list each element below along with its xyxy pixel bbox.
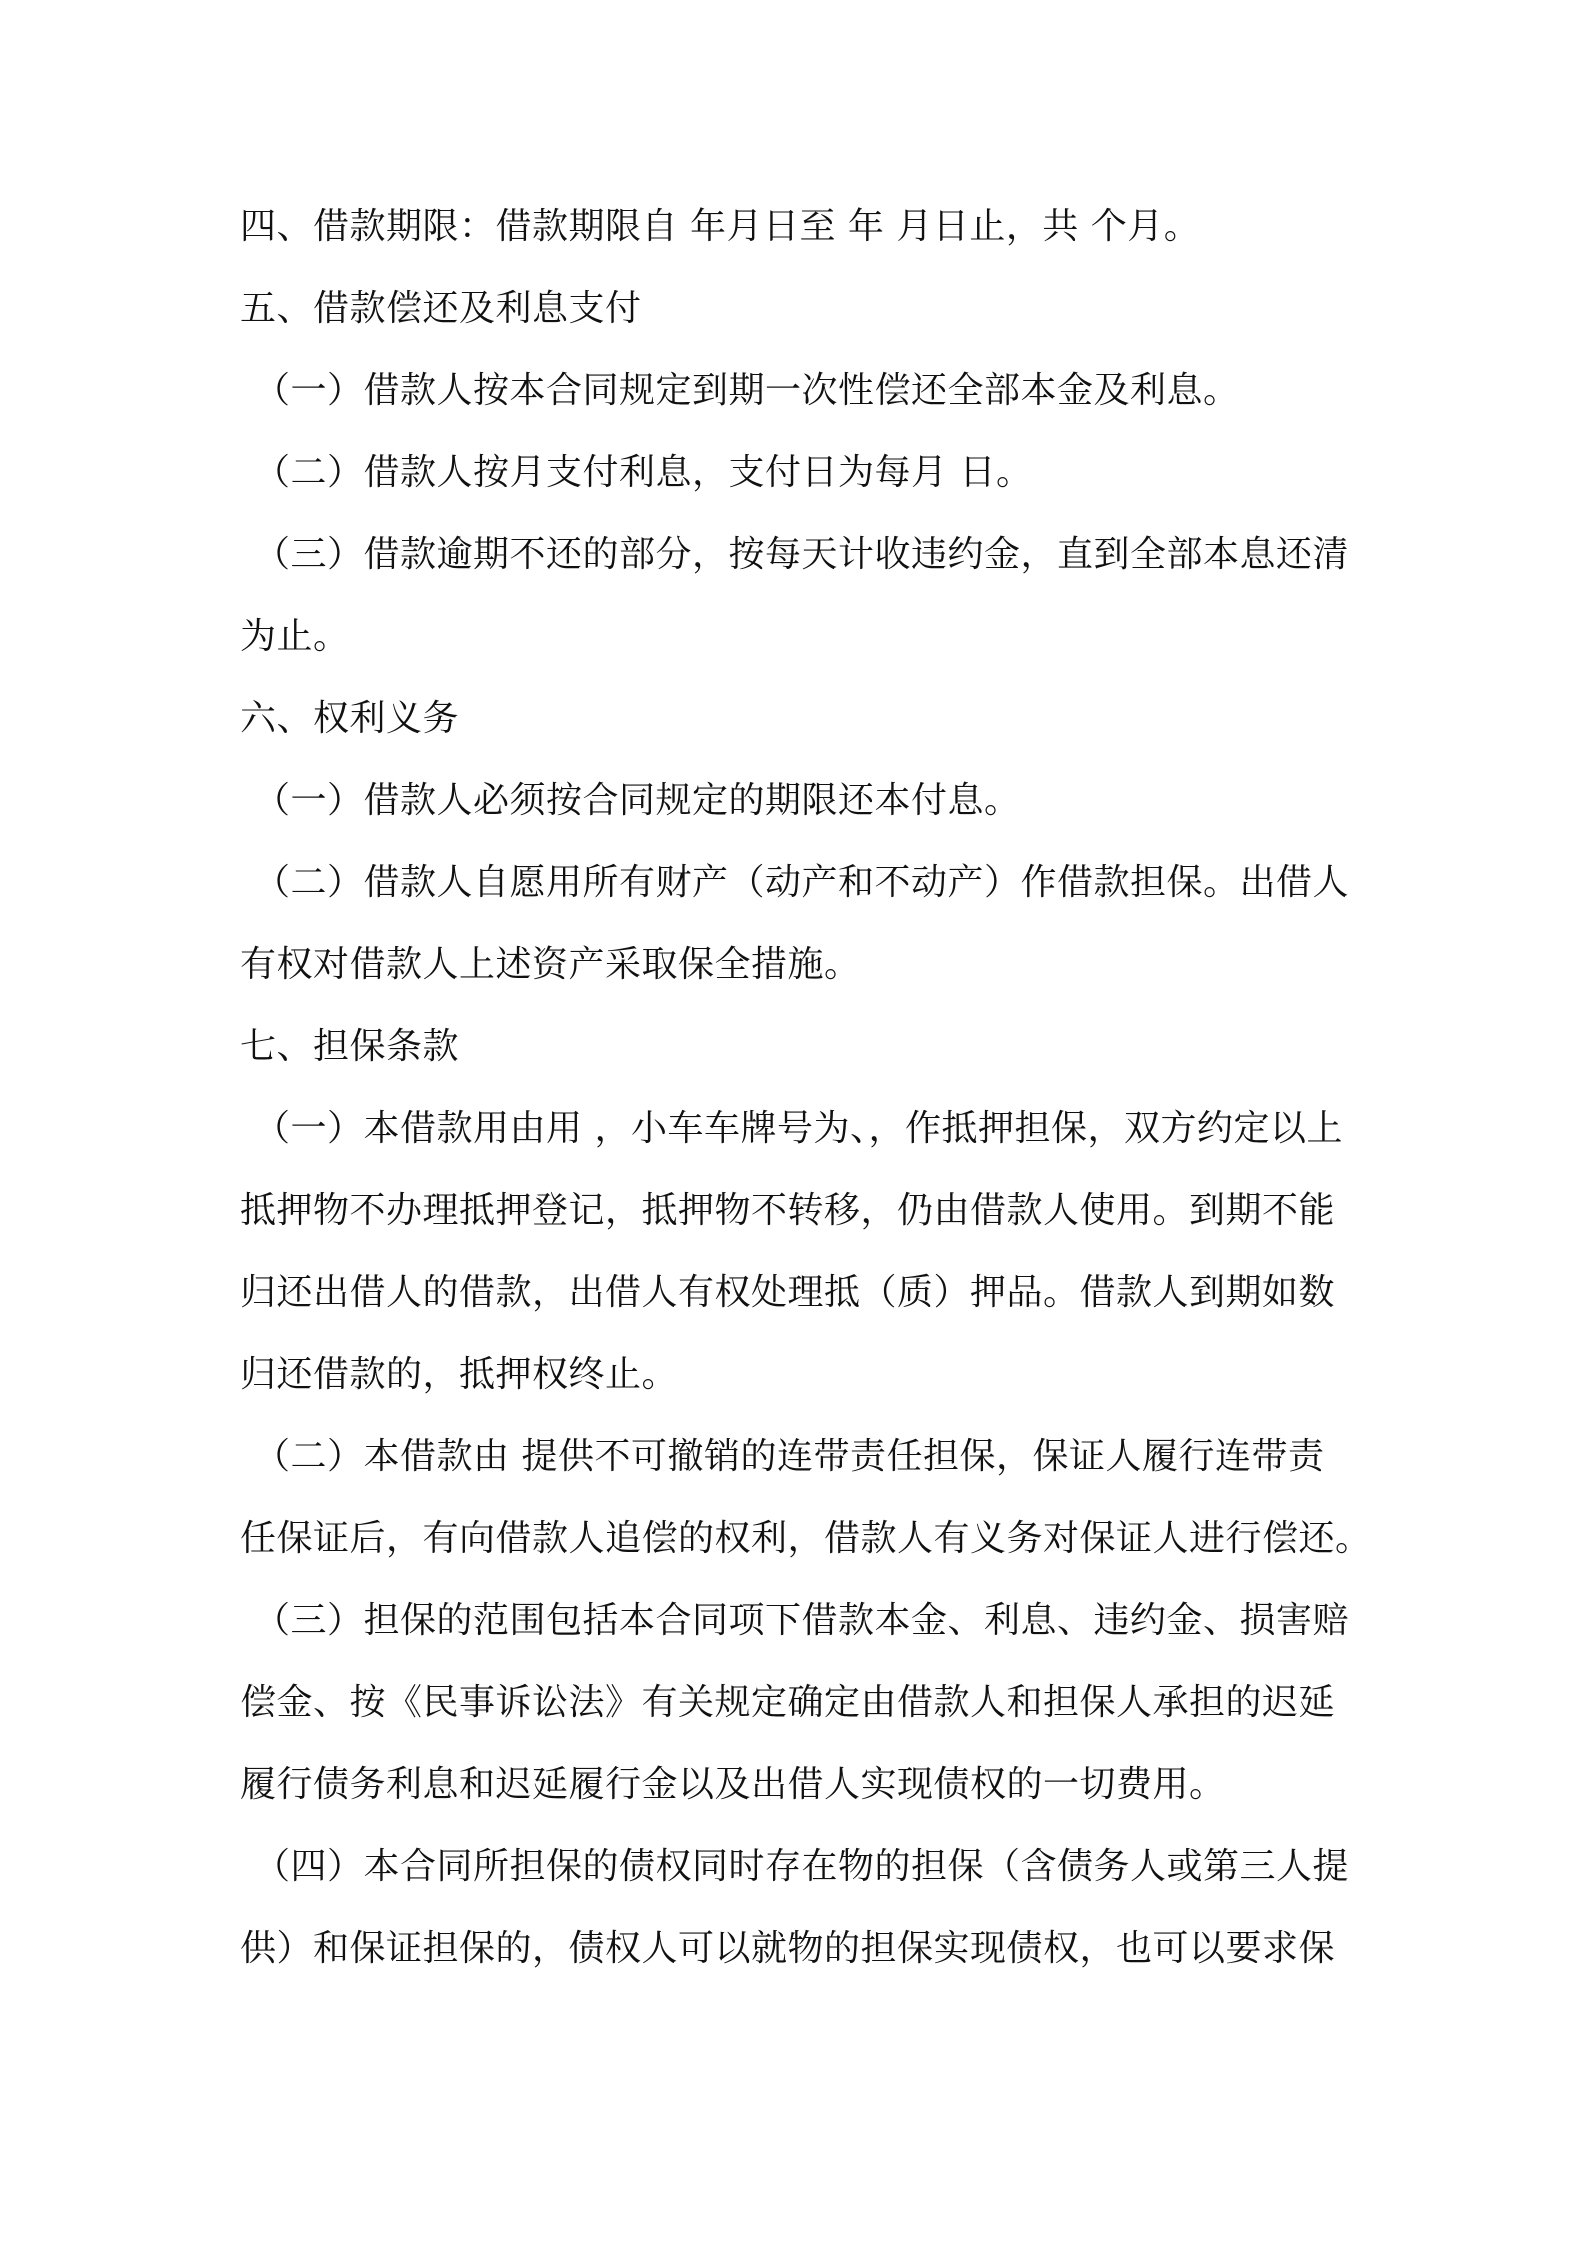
section-7-item-3-line-3: 履行债务利息和迟延履行金以及出借人实现债权的一切费用。 bbox=[240, 1764, 1226, 1805]
section-4-loan-term: 四、借款期限：借款期限自 年月日至 年 月日止，共 个月。 bbox=[240, 206, 1201, 247]
section-7-heading: 七、担保条款 bbox=[240, 1026, 460, 1067]
section-6-item-1: （一）借款人必须按合同规定的期限还本付息。 bbox=[254, 780, 1021, 821]
section-6-item-2-line-1: （二）借款人自愿用所有财产（动产和不动产）作借款担保。出借人 bbox=[254, 862, 1350, 903]
section-7-item-1-line-3: 归还出借人的借款，出借人有权处理抵（质）押品。借款人到期如数 bbox=[240, 1272, 1336, 1313]
section-7-item-1-line-4: 归还借款的，抵押权终止。 bbox=[240, 1354, 679, 1395]
section-5-item-2: （二）借款人按月支付利息，支付日为每月 日。 bbox=[254, 452, 1033, 493]
section-7-item-1-line-2: 抵押物不办理抵押登记，抵押物不转移，仍由借款人使用。到期不能 bbox=[240, 1190, 1336, 1231]
section-5-item-3-line-1: （三）借款逾期不还的部分，按每天计收违约金，直到全部本息还清 bbox=[254, 534, 1350, 575]
section-5-item-1: （一）借款人按本合同规定到期一次性偿还全部本金及利息。 bbox=[254, 370, 1240, 411]
section-6-heading: 六、权利义务 bbox=[240, 698, 460, 739]
section-7-item-1-line-1: （一）本借款用由用 ，小车车牌号为、，作抵押担保，双方约定以上 bbox=[254, 1108, 1343, 1149]
section-7-item-3-line-1: （三）担保的范围包括本合同项下借款本金、利息、违约金、损害赔 bbox=[254, 1600, 1350, 1641]
document-page bbox=[240, 200, 1372, 2004]
section-7-item-4-line-1: （四）本合同所担保的债权同时存在物的担保（含债务人或第三人提 bbox=[254, 1846, 1350, 1887]
section-5-item-3-line-2: 为止。 bbox=[240, 616, 350, 657]
section-6-item-2-line-2: 有权对借款人上述资产采取保全措施。 bbox=[240, 944, 861, 985]
section-7-item-2-line-2: 任保证后，有向借款人追偿的权利，借款人有义务对保证人进行偿还。 bbox=[240, 1518, 1372, 1559]
section-7-item-3-line-2: 偿金、按《民事诉讼法》有关规定确定由借款人和担保人承担的迟延 bbox=[240, 1682, 1336, 1723]
section-5-heading: 五、借款偿还及利息支付 bbox=[240, 288, 642, 329]
section-7-item-2-line-1: （二）本借款由 提供不可撤销的连带责任担保，保证人履行连带责 bbox=[254, 1436, 1325, 1477]
section-7-item-4-line-2: 供）和保证担保的，债权人可以就物的担保实现债权，也可以要求保 bbox=[240, 1928, 1336, 1969]
